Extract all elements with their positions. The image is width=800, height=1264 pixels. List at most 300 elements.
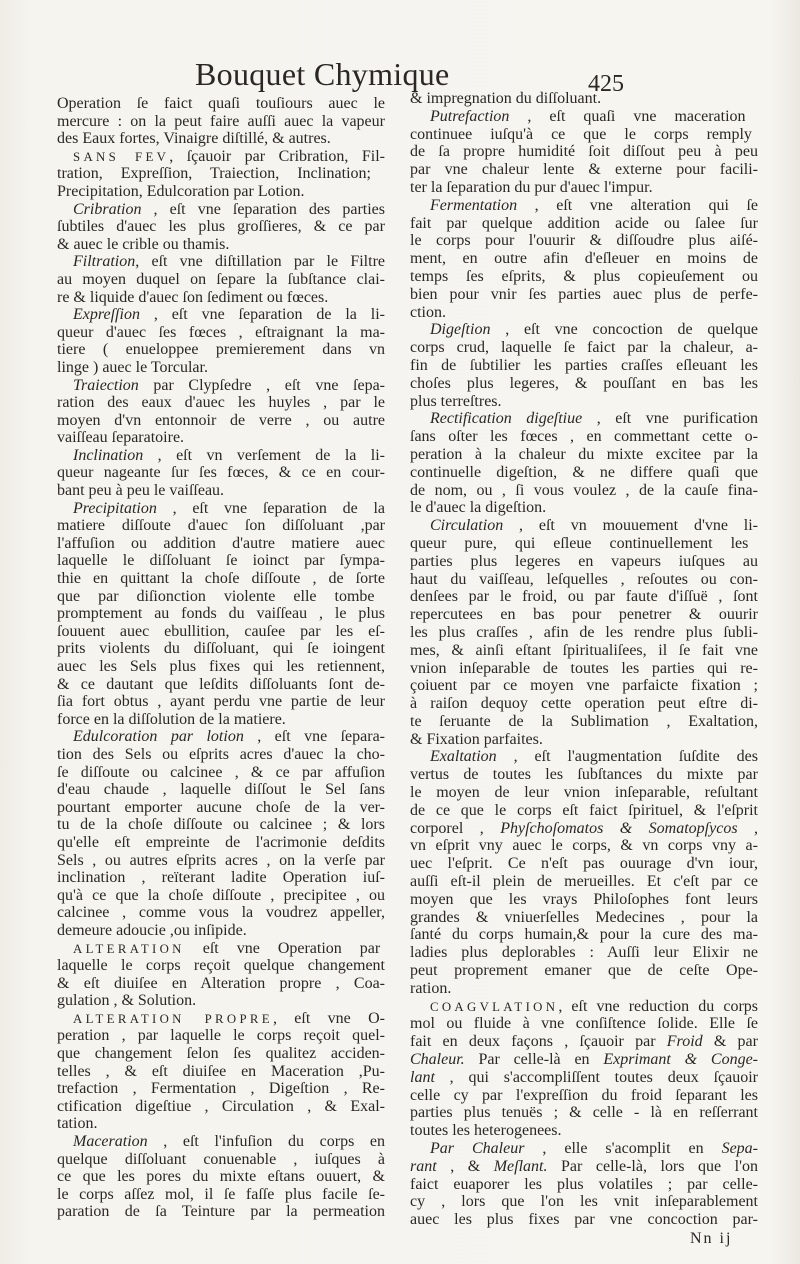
text-line <box>410 215 758 233</box>
text-line <box>410 909 758 927</box>
text-line <box>57 1098 385 1116</box>
text-line <box>410 1158 758 1176</box>
text-line <box>410 820 758 838</box>
text-segment: thie en quittant la choſe diſſoute , de ſorte <box>57 570 385 588</box>
italic-term: Phyſchoſomatos & Somatopſycos <box>500 819 738 837</box>
text-line <box>410 660 758 678</box>
text-segment: parties plus legeres en vapeurs iuſques au <box>410 552 758 570</box>
text-line <box>410 571 758 589</box>
text-line <box>57 1027 385 1045</box>
text-segment: tion des Sels ou eſprits acres d'auec la cho- <box>57 745 385 763</box>
text-line <box>410 1104 758 1122</box>
text-line <box>410 232 758 250</box>
paragraph <box>57 253 385 306</box>
italic-term: Digeſtion <box>430 321 491 339</box>
text-segment: que par diſionction violente elle tombe <box>57 587 375 605</box>
text-line <box>410 268 758 286</box>
text-segment: matiere diſſoute d'auec ſon diſſoluant ,par <box>57 517 385 535</box>
text-segment: , elle s'acomplit en <box>524 1140 722 1158</box>
italic-term: Edulcoration par lotion <box>73 728 244 746</box>
paragraph <box>57 95 385 148</box>
text-line <box>410 393 758 411</box>
text-line <box>410 321 758 339</box>
text-line <box>410 962 758 980</box>
text-segment: , eſt vne O- <box>272 1009 385 1027</box>
text-line <box>410 1122 758 1140</box>
text-segment: ration. <box>410 979 452 997</box>
text-line <box>410 179 758 197</box>
text-line <box>410 1193 758 1211</box>
text-segment: gulation , & Solution. <box>57 992 197 1010</box>
text-line <box>57 1045 385 1063</box>
text-line <box>57 429 385 447</box>
text-segment: , eſt l'infuſion du corps en <box>147 1133 385 1151</box>
text-segment: ration des eaux d'auec les huyles , par le <box>57 394 385 412</box>
text-segment: par vne chaleur lente & externe pour facili- <box>410 161 758 179</box>
text-segment: haut du vaiſſeau, leſquelles , reſoutes ou con- <box>410 570 758 588</box>
text-segment: choſes plus legeres, & pouſſant en bas les <box>410 374 758 392</box>
paragraph <box>57 148 385 201</box>
text-segment: temps ſes eſprits, & plus copieuſement ou <box>410 267 758 285</box>
text-segment: ſubtiles d'auec les plus groſſieres, & ce par <box>57 218 385 236</box>
running-title: Bouquet Chymique <box>195 56 450 92</box>
text-segment: & eſt diuiſee en Alteration propre , Coa- <box>57 974 385 992</box>
text-line <box>57 289 385 307</box>
text-line <box>57 658 385 676</box>
text-line <box>410 802 758 820</box>
text-segment: demeure adoucie ,ou inſipide. <box>57 921 247 939</box>
text-line <box>410 624 758 642</box>
text-segment: , eſt vn mouuement d'vne li- <box>503 517 758 535</box>
text-segment: bien pour vnir ſes parties auec plus de perfe- <box>410 285 758 303</box>
text-line <box>410 766 758 784</box>
text-line <box>410 606 758 624</box>
text-line <box>57 852 385 870</box>
text-segment: , eſt vne alteration qui ſe <box>517 196 758 214</box>
text-line <box>57 359 385 377</box>
text-segment: moyen d'vn entonnoir de verre , ou autre <box>57 411 385 429</box>
italic-term: rant <box>410 1157 437 1175</box>
text-segment: , eſt vne diſtillation par le Filtre <box>135 253 385 271</box>
text-segment: tiere ( enueloppee premierement dans vn <box>57 341 385 359</box>
italic-term: Circulation <box>430 517 504 535</box>
italic-term: Chaleur. <box>410 1051 465 1069</box>
left-column <box>57 95 385 1221</box>
text-line <box>57 940 385 958</box>
text-segment: bant peu à peu le vaiſſeau. <box>57 482 225 500</box>
text-line <box>410 410 758 428</box>
text-line <box>410 535 758 553</box>
text-segment: & Fixation parfaites. <box>410 730 543 748</box>
text-segment: , eſt vne ſeparation de la li- <box>139 306 385 324</box>
text-segment: de nom, ou , ſi vous voulez , de la cauſe fina- <box>410 481 758 499</box>
text-line <box>410 837 758 855</box>
text-segment: le corps aſſez mol, il ſe faſſe plus facile ſe- <box>57 1185 385 1203</box>
text-segment: , <box>737 819 758 837</box>
text-segment: mercure : on la peut faire auſſi auec la vapeur <box>57 112 385 130</box>
text-segment: çoiuent par ce moyen vne parfaicte fixation ; <box>410 677 758 695</box>
paragraph <box>57 1010 385 1133</box>
text-segment: ſans oſter les fœces , en commettant cette o- <box>410 428 758 446</box>
text-line <box>410 197 758 215</box>
text-segment: fait par quelque addition acide ou ſalee ſur <box>410 214 758 232</box>
paragraph <box>57 728 385 939</box>
text-segment: de ce que le corps eſt faict ſpirituel, & l'eſprit <box>410 801 758 819</box>
paragraph <box>410 108 758 197</box>
text-line <box>410 90 758 108</box>
text-line <box>57 412 385 430</box>
text-segment: ction. <box>410 303 446 321</box>
text-line <box>410 713 758 731</box>
text-line <box>410 1140 758 1158</box>
text-segment: Par celle-là, lors que l'on <box>547 1157 758 1175</box>
text-line <box>57 640 385 658</box>
italic-term: Fermentation <box>430 196 518 214</box>
text-line <box>410 428 758 446</box>
text-segment: laquelle le diſſoluant ſe ioinct par ſympa- <box>57 552 385 570</box>
italic-term: Sepa- <box>721 1140 758 1158</box>
text-line <box>57 236 385 254</box>
text-segment: plus terreſtres. <box>410 392 502 410</box>
paragraph <box>57 447 385 500</box>
italic-term: lant <box>410 1068 435 1086</box>
text-segment: Precipitation, Edulcoration par Lotion. <box>57 182 305 200</box>
text-segment: re & liquide d'auec ſon ſediment ou fœces. <box>57 288 329 306</box>
text-line <box>410 339 758 357</box>
text-line <box>57 218 385 236</box>
text-line <box>410 126 758 144</box>
text-line <box>410 588 758 606</box>
text-line <box>410 873 758 891</box>
italic-term: Inclination <box>73 446 144 464</box>
text-line <box>57 887 385 905</box>
text-segment: , eſt vne ſeparation des parties <box>141 200 385 218</box>
text-line <box>57 1133 385 1151</box>
paragraph <box>57 306 385 376</box>
text-line <box>57 1080 385 1098</box>
text-segment: vn eſprit vny auec le corps, & vn corps vny a- <box>410 837 758 855</box>
text-segment: ment, en outre afin d'eſleuer en moins de <box>410 250 758 268</box>
text-line <box>57 676 385 694</box>
text-line <box>57 781 385 799</box>
text-line <box>57 95 385 113</box>
text-segment: continuelle digeſtion, & ne differe quaſi que <box>410 463 758 481</box>
text-segment: force en la diſſolution de la matiere. <box>57 710 286 728</box>
text-segment: , eſt quaſi vne maceration <box>509 107 746 125</box>
text-line <box>57 1168 385 1186</box>
paragraph <box>410 998 758 1140</box>
text-line <box>410 980 758 998</box>
text-segment: denſees par le froid, ou par faute d'iſſuë , ſont <box>410 588 758 606</box>
text-segment: l'affuſion ou addition d'autre matiere auec <box>57 534 385 552</box>
text-segment: & impregnation du diſſoluant. <box>410 90 602 107</box>
text-segment: queur pure, qui eſleue continuellement les <box>410 534 749 552</box>
text-line <box>57 746 385 764</box>
text-segment: cy , lors que l'on les vnit inſeparablement <box>410 1193 758 1211</box>
text-line <box>410 250 758 268</box>
text-segment: prits violents du diſſoluant, qui ſe ioingent <box>57 640 385 658</box>
text-segment: qu'elle eſt empreinte de l'acrimonie deſdits <box>57 833 385 851</box>
text-segment: ſouuent auec ebullition, cauſee par les eſ- <box>57 622 385 640</box>
text-line <box>57 1186 385 1204</box>
italic-term: Maceration <box>73 1133 148 1151</box>
text-line <box>57 799 385 817</box>
text-segment: d'eau chaude , laquelle diſſout le Sel ſans <box>57 781 385 799</box>
text-segment: des Eaux fortes, Vinaigre diſtillé, & autres. <box>57 130 331 148</box>
text-segment: promptement au fonds du vaiſſeau , le plus <box>57 605 385 623</box>
paragraph <box>410 197 758 322</box>
text-segment: trefaction , Fermentation , Digeſtion , Re- <box>57 1080 385 1098</box>
text-segment: Par celle-là en <box>464 1051 604 1069</box>
text-segment: ter la ſeparation du pur d'auec l'impur. <box>410 178 653 196</box>
text-segment: & par <box>702 1033 758 1051</box>
text-segment: , eſt l'augmentation ſuſdite des <box>496 748 758 766</box>
text-segment: calcinee , comme vous la voudrez appeller, <box>57 904 385 922</box>
italic-term: Froid <box>666 1033 703 1051</box>
text-segment: corps crud, laquelle ſe faict par la chaleur, a- <box>410 339 758 357</box>
text-line <box>57 130 385 148</box>
text-segment: de ſa propre humidité ſoit diſſout peu à peu <box>410 143 758 161</box>
text-segment: , eſt vne ſeparation de la <box>156 499 385 517</box>
right-column <box>410 90 758 1229</box>
text-line <box>410 446 758 464</box>
text-line <box>57 341 385 359</box>
text-segment: tu de la choſe diſſoute ou calcinee ; & lors <box>57 816 385 834</box>
text-segment: fait en deux façons , ſçauoir par <box>410 1033 667 1051</box>
text-segment: toutes les heterogenees. <box>410 1122 562 1140</box>
text-line <box>410 926 758 944</box>
text-segment: , ſçauoir par Cribration, Fil- <box>169 147 385 165</box>
text-line <box>57 306 385 324</box>
text-segment: celle cy par l'expreſſion du froid ſeparant les <box>410 1086 758 1104</box>
text-segment: vertus de toutes les ſubſtances du mixte par <box>410 766 758 784</box>
text-line <box>57 834 385 852</box>
paragraph <box>57 377 385 447</box>
text-segment: paration de ſa Teinture par la permeation <box>57 1203 385 1221</box>
italic-term: Exprimant & Conge- <box>603 1051 758 1069</box>
text-line <box>410 464 758 482</box>
text-segment: faict euaporer les plus volatiles ; par celle- <box>410 1175 758 1193</box>
text-segment: linge ) auec le Torcular. <box>57 358 208 376</box>
text-line <box>57 605 385 623</box>
text-segment: , eſt vne concoction de quelque <box>490 321 758 339</box>
text-line <box>57 588 385 606</box>
text-line <box>57 711 385 729</box>
text-segment: te ſeruante de la Sublimation , Exaltation, <box>410 712 758 730</box>
text-segment: le corps pour l'ouurir & diſſoudre plus aiſé- <box>410 232 758 250</box>
text-segment: le d'auec la digeſtion. <box>410 499 547 517</box>
text-segment: ſe diſſoute ou calcinee , & ce par affuſion <box>57 763 385 781</box>
text-line <box>410 1051 758 1069</box>
text-line <box>57 764 385 782</box>
text-segment: ctification digeſtiue , Circulation , & Exal- <box>57 1097 385 1115</box>
text-segment: ladies plus deplorables : Auſſi leur Elixir ne <box>410 944 758 962</box>
italic-term: Expreſſion <box>73 306 140 324</box>
text-line <box>57 447 385 465</box>
italic-term: Putrefaction <box>430 107 510 125</box>
text-segment: fin de ſubtilier les parties craſſes eſleuant les <box>410 356 758 374</box>
text-segment: qu'à ce que la choſe diſſoute , precipitee , ou <box>57 886 385 904</box>
paragraph <box>410 90 758 108</box>
text-segment: que changement ſelon ſes qualitez acciden- <box>57 1045 385 1063</box>
text-segment: auec les plus fixes par vne concoction par- <box>410 1211 758 1229</box>
text-line <box>57 1010 385 1028</box>
text-line <box>57 957 385 975</box>
text-line <box>57 904 385 922</box>
text-line <box>410 998 758 1016</box>
text-line <box>410 1211 758 1229</box>
text-segment: auſſi eſt-il plein de merueilles. Et c'eſt par ce <box>410 873 758 891</box>
italic-term: Meſlant. <box>493 1157 548 1175</box>
text-line <box>410 517 758 535</box>
text-line <box>57 975 385 993</box>
text-line <box>410 1069 758 1087</box>
text-segment: ſanté du corps humain,& pour la cure des ma- <box>410 926 758 944</box>
text-segment: vnion inſeparable de toutes les parties qui re- <box>410 659 758 677</box>
text-segment: peut proprement emaner que de ceſte Ope- <box>410 962 758 980</box>
text-segment: ſia fort obtus , ayant perdu vne partie de leur <box>57 693 385 711</box>
paragraph <box>57 201 385 254</box>
text-segment: au moyen duquel on ſepare la ſubſtance clai- <box>57 270 385 288</box>
text-line <box>410 304 758 322</box>
text-line <box>410 695 758 713</box>
text-line <box>57 728 385 746</box>
text-line <box>57 165 385 183</box>
text-line <box>57 201 385 219</box>
text-line <box>57 324 385 342</box>
text-line <box>57 1151 385 1169</box>
text-segment: vaiſſeau ſeparatoire. <box>57 429 185 447</box>
text-line <box>410 784 758 802</box>
text-line <box>57 253 385 271</box>
text-line <box>410 642 758 660</box>
text-line <box>57 570 385 588</box>
italic-term: Precipitation <box>73 499 157 517</box>
text-segment: Operation ſe faict quaſi touſiours auec le <box>57 95 385 112</box>
text-line <box>410 161 758 179</box>
text-segment: tration, Expreſſion, Traiection, Inclination; <box>57 165 371 183</box>
paragraph <box>410 748 758 997</box>
small-caps-heading: ALTERATION PROPRE <box>73 1011 273 1026</box>
text-line <box>57 183 385 201</box>
text-line <box>57 500 385 518</box>
text-line <box>57 517 385 535</box>
paragraph <box>57 500 385 729</box>
text-segment: eſt vne Operation par <box>184 939 381 957</box>
text-segment: peration , par laquelle le corps reçoit quel- <box>57 1027 385 1045</box>
text-line <box>410 855 758 873</box>
text-line <box>410 1087 758 1105</box>
paragraph <box>57 940 385 1010</box>
text-segment: par Clypſedre , eſt vne ſepa- <box>138 376 385 394</box>
text-segment: & auec le crible ou thamis. <box>57 235 230 253</box>
text-line <box>410 677 758 695</box>
text-line <box>57 922 385 940</box>
text-line <box>410 944 758 962</box>
text-segment: laquelle le corps reçoit quelque changement <box>57 957 385 975</box>
text-line <box>410 1033 758 1051</box>
text-segment: & ce dautant que leſdits diſſoluants ſont de- <box>57 675 385 693</box>
italic-term: Par Chaleur <box>430 1140 525 1158</box>
italic-term: Exaltation <box>430 748 497 766</box>
small-caps-heading: ALTERATION <box>73 941 185 956</box>
text-segment: , eſt vne purification <box>582 410 758 428</box>
text-line <box>57 816 385 834</box>
text-line <box>410 731 758 749</box>
text-line <box>410 1176 758 1194</box>
text-line <box>57 1203 385 1221</box>
paragraph <box>410 517 758 748</box>
text-segment: , eſt vne ſepara- <box>243 728 385 746</box>
text-segment: corporel , <box>410 819 501 837</box>
small-caps-heading: COAGVLATION <box>430 999 559 1014</box>
text-segment: uec l'eſprit. Ce n'eſt pas ouurage d'vn iour, <box>410 855 758 873</box>
text-line <box>57 535 385 553</box>
text-line <box>57 482 385 500</box>
text-line <box>410 499 758 517</box>
text-line <box>57 1063 385 1081</box>
text-segment: mes, & ainſi eſtant ſpiritualiſees, il ſe fait vne <box>410 641 758 659</box>
text-segment: quelque diſſoluant conuenable , iuſques à <box>57 1150 385 1168</box>
text-segment: moyen que les vrays Philoſophes font leurs <box>410 890 758 908</box>
text-line <box>57 271 385 289</box>
text-line <box>410 553 758 571</box>
page-number: 425 <box>588 71 624 97</box>
text-line <box>57 148 385 166</box>
text-line <box>57 1115 385 1133</box>
text-line <box>410 108 758 126</box>
text-line <box>410 286 758 304</box>
text-segment: queur d'auec ſes fœces , eſtraignant la ma- <box>57 323 385 341</box>
text-segment: pourtant emporter aucune choſe de la ver- <box>57 798 385 816</box>
text-segment: ce que les pores du mixte eſtans ouuert, & <box>57 1168 385 1186</box>
text-line <box>410 357 758 375</box>
paragraph <box>57 1133 385 1221</box>
text-segment: telles , & eſt diuiſee en Maceration ,Pu- <box>57 1062 385 1080</box>
text-segment: continuee iuſqu'à ce que le corps remply <box>410 125 752 143</box>
text-line <box>410 143 758 161</box>
text-line <box>57 552 385 570</box>
italic-term: Filtration <box>73 253 136 271</box>
text-segment: tation. <box>57 1115 98 1133</box>
text-line <box>57 464 385 482</box>
paragraph <box>410 321 758 410</box>
text-line <box>57 623 385 641</box>
text-segment: parties plus tenuës ; & celle - là en reſſerrant <box>410 1104 758 1122</box>
text-line <box>57 377 385 395</box>
text-segment: grandes & vniuerſelles Medecines , pour la <box>410 908 758 926</box>
text-line <box>410 748 758 766</box>
text-segment: queur nageante ſur ſes fœces, & ce en cour- <box>57 464 385 482</box>
text-line <box>410 482 758 500</box>
text-segment: , eſt vn verſement de la li- <box>143 446 385 464</box>
text-segment: peration à la chaleur du mixte excitee par la <box>410 445 758 463</box>
text-line <box>57 394 385 412</box>
paragraph <box>410 1140 758 1229</box>
text-line <box>57 693 385 711</box>
text-line <box>57 992 385 1010</box>
text-line <box>57 113 385 131</box>
text-segment: , & <box>436 1157 494 1175</box>
text-line <box>410 891 758 909</box>
text-segment: Sels , ou autres eſprits acres , on la verſe par <box>57 851 385 869</box>
text-segment: le moyen de leur vnion inſeparable, reſultant <box>410 784 758 802</box>
text-line <box>410 375 758 393</box>
italic-term: Rectification digeſtiue <box>430 410 583 428</box>
text-segment: les plus craſſes , afin de les rendre plus ſubli- <box>410 623 758 641</box>
text-line <box>410 1015 758 1033</box>
text-segment: repercutees en bas pour penetrer & ouurir <box>410 606 758 624</box>
